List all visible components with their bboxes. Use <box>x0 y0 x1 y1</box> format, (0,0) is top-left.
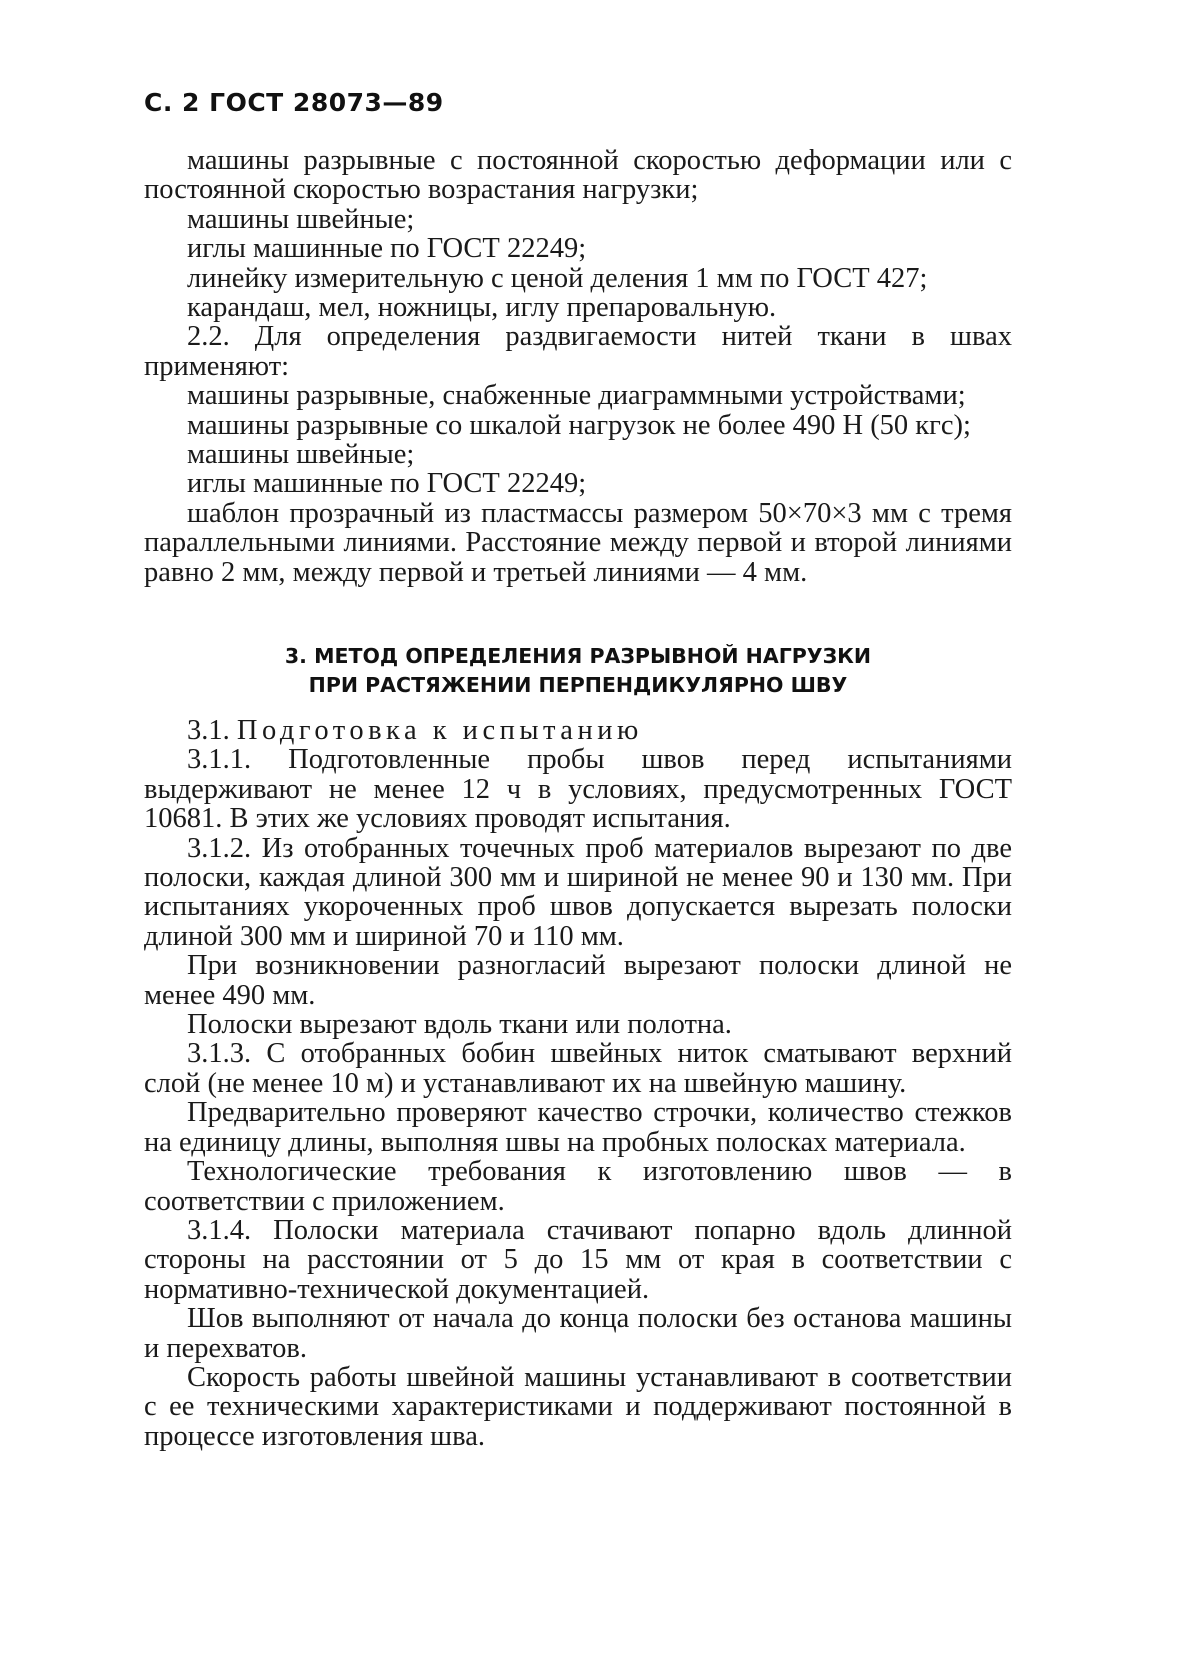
paragraph: 3.1.4. Полоски материала стачивают попарно вдоль длинной стороны на расстоянии от 5 до 15 мм от края в соответствии с нормативно-технической документацией. <box>144 1214 1012 1305</box>
subsection-number: 3.1. <box>187 715 230 746</box>
paragraph: иглы машинные по ГОСТ 22249; <box>187 468 587 500</box>
paragraph: шаблон прозрачный из пластмассы размером 50×70×3 мм с тремя параллельными линиями. Расстояние между первой и второй линиями равно 2 мм, между первой и третьей линиями — 4 мм. <box>144 497 1012 588</box>
paragraph: Шов выполняют от начала до конца полоски без останова машины и перехватов. <box>144 1303 1012 1364</box>
paragraph: машины разрывные с постоянной скоростью деформации или с постоянной скоростью возрастания нагрузки; <box>144 145 1012 206</box>
paragraph: Полоски вырезают вдоль ткани или полотна. <box>187 1009 732 1041</box>
section-2-text <box>144 146 1012 587</box>
paragraph: 3.1.1. Подготовленные пробы швов перед испытаниями выдерживают не менее 12 ч в условиях, предусмотренных ГОСТ 10681. В этих же условиях проводят испытания. <box>144 744 1012 835</box>
section-3-text <box>144 716 1012 1451</box>
paragraph: машины швейные; <box>187 203 415 235</box>
section-3-heading <box>144 642 1012 700</box>
paragraph: Технологические требования к изготовлению швов — в соответствии с приложением. <box>144 1156 1012 1217</box>
subsection-heading <box>144 716 1012 745</box>
paragraph: 3.1.3. С отобранных бобин швейных ниток сматывают верхний слой (не менее 10 м) и устанавливают их на швейную машину. <box>144 1038 1012 1099</box>
paragraph: При возникновении разногласий вырезают полоски длиной не менее 490 мм. <box>144 950 1012 1011</box>
paragraph: машины разрывные со шкалой нагрузок не более 490 Н (50 кгс); <box>187 409 971 441</box>
paragraph: машины разрывные, снабженные диаграммными устройствами; <box>187 380 966 412</box>
page-header: С. 2 ГОСТ 28073—89 <box>144 88 444 117</box>
paragraph: 3.1.2. Из отобранных точечных проб материалов вырезают по две полоски, каждая длиной 300 мм и шириной не менее 90 и 130 мм. При испытаниях укороченных проб швов допускается вырезать полоски длиной 300 мм и шириной 70 и 110 мм. <box>144 832 1012 952</box>
section-3-heading-line-2: ПРИ РАСТЯЖЕНИИ ПЕРПЕНДИКУЛЯРНО ШВУ <box>308 673 848 697</box>
subsection-title: Подготовка к испытанию <box>236 715 643 746</box>
paragraph: Скорость работы швейной машины устанавливают в соответствии с ее техническими характеристиками и поддерживают постоянной в процессе изготовления шва. <box>144 1361 1012 1452</box>
paragraph: линейку измерительную с ценой деления 1 мм по ГОСТ 427; <box>187 262 928 294</box>
paragraph: Предварительно проверяют качество строчки, количество стежков на единицу длины, выполняя швы на пробных полосках материала. <box>144 1097 1012 1158</box>
paragraph: 2.2. Для определения раздвигаемости нитей ткани в швах применяют: <box>144 321 1012 382</box>
paragraph: карандаш, мел, ножницы, иглу препаровальную. <box>187 292 777 324</box>
paragraph: машины швейные; <box>187 439 415 471</box>
section-3-heading-line-1: 3. МЕТОД ОПРЕДЕЛЕНИЯ РАЗРЫВНОЙ НАГРУЗКИ <box>284 644 872 668</box>
paragraph: иглы машинные по ГОСТ 22249; <box>187 233 587 265</box>
